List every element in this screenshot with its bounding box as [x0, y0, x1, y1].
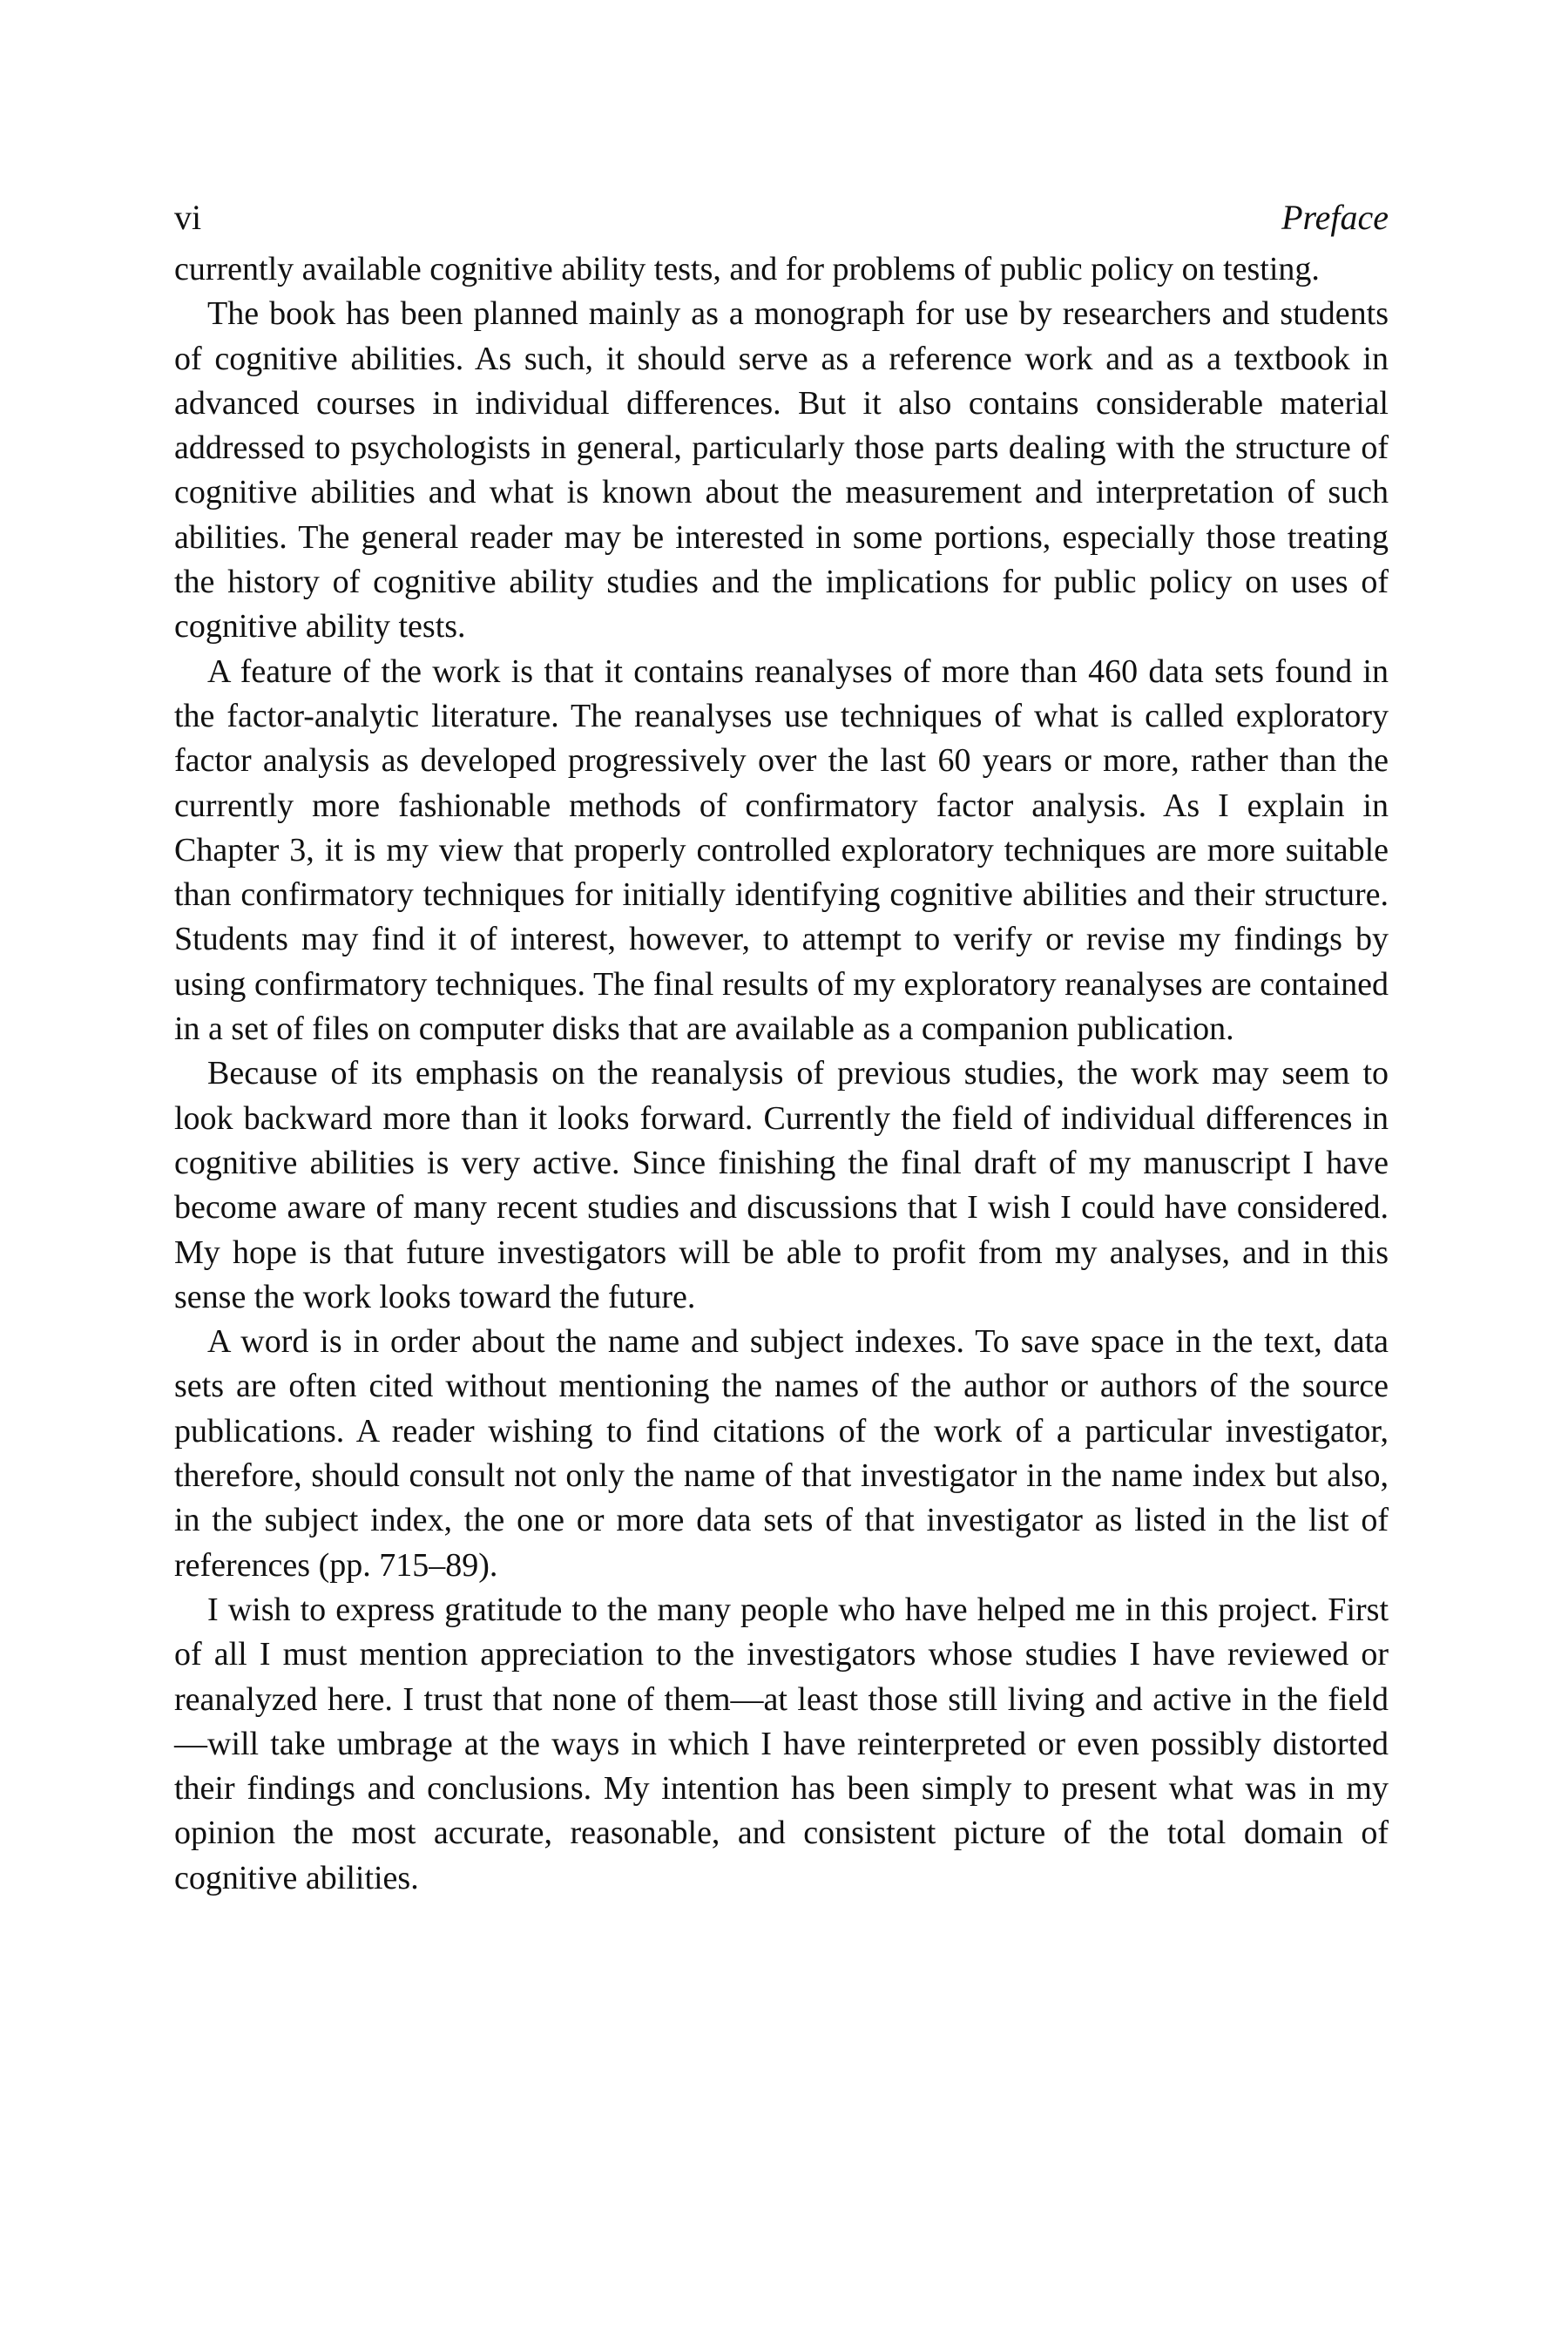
paragraph-continuation: currently available cognitive ability tests, and for problems of public policy on testing.	[174, 251, 1320, 287]
paragraph-indexes: A word is in order about the name and subject indexes. To save space in the text, data sets are often cited without mentioning the names of the author or authors of the source publications. A reader wishing to find citations of the work of a particular investigator, therefore, should consult not only the name of that investigator in the name index but also, in the subject index, the one or more data sets of that investigator as listed in the list of references (pp. 715–89).	[174, 1323, 1389, 1584]
paragraph-reanalyses: A feature of the work is that it contains reanalyses of more than 460 data sets found in the factor-analytic literature. The reanalyses use techniques of what is called exploratory factor analysis as developed progressively over the last 60 years or more, rather than the currently more fashionable methods of confirmatory factor analysis. As I explain in Chapter 3, it is my view that properly controlled exploratory techniques are more suitable than confirmatory techniques for initially identifying cognitive abilities and their structure. Students may find it of interest, however, to attempt to verify or revise my findings by using confirmatory techniques. The final results of my exploratory reanalyses are contained in a set of files on computer disks that are available as a companion publication.	[174, 652, 1389, 1048]
running-title: Preface	[1281, 198, 1389, 237]
paragraph-gratitude: I wish to express gratitude to the many people who have helped me in this project. First of all I must mention appreciation to the investigators whose studies I have reviewed or reanalyzed here. I trust that none of them—at least those still living and active in the field—will take umbrage at the ways in which I have reinterpreted or even possibly distorted their findings and conclusions. My intention has been simply to present what was in my opinion the most accurate, reasonable, and consistent picture of the total domain of cognitive abilities.	[174, 1591, 1389, 1896]
book-page	[174, 200, 1389, 1901]
paragraph-purpose: The book has been planned mainly as a monograph for use by researchers and students of cognitive abilities. As such, it should serve as a reference work and as a textbook in advanced courses in individual differences. But it also contains considerable material addressed to psychologists in general, particularly those parts dealing with the structure of cognitive abilities and what is known about the measurement and interpretation of such abilities. The general reader may be interested in some portions, especially those treating the history of cognitive ability studies and the implications for public policy on uses of cognitive ability tests.	[174, 295, 1389, 645]
body-text	[174, 247, 1389, 1901]
page-number: vi	[174, 198, 202, 237]
running-head	[174, 200, 1389, 240]
paragraph-emphasis: Because of its emphasis on the reanalysis of previous studies, the work may seem to look backward more than it looks forward. Currently the field of individual differences in cognitive abilities is very active. Since finishing the final draft of my manuscript I have become aware of many recent studies and discussions that I wish I could have considered. My hope is that future investigators will be able to profit from my analyses, and in this sense the work looks toward the future.	[174, 1055, 1389, 1315]
